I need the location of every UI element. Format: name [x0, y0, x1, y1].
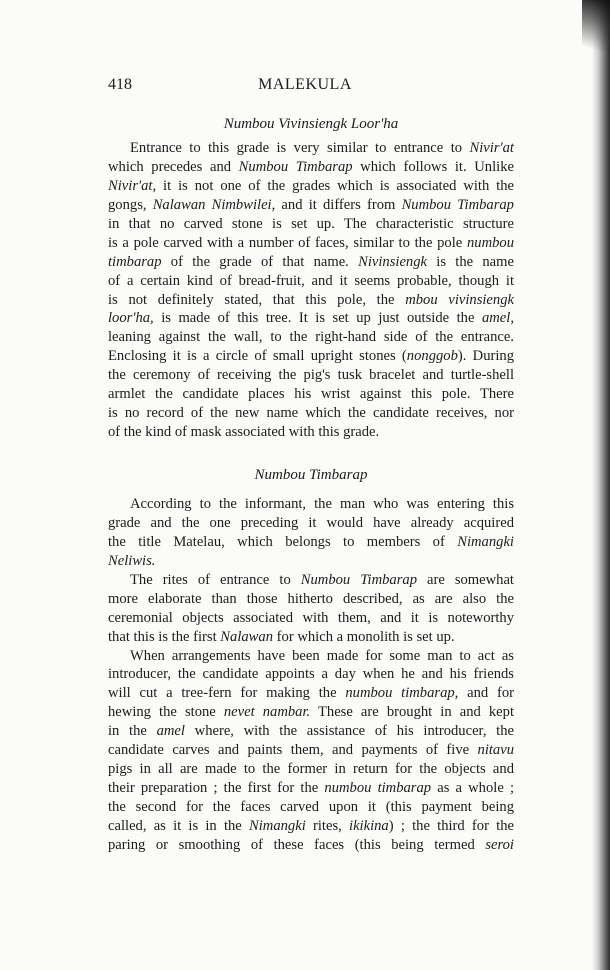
- text-run: ). During: [457, 348, 514, 365]
- text-line: [108, 215, 514, 234]
- text-run: These are brought in and kept: [310, 704, 515, 721]
- running-head: MALEKULA: [258, 76, 352, 93]
- section-heading-numbou-timbarap: Numbou Timbarap: [254, 467, 368, 483]
- italic-term: Nivir'at,: [108, 177, 157, 194]
- text-run: for which a monolith is set up.: [273, 628, 455, 645]
- text-line: [108, 609, 514, 628]
- text-line: [108, 366, 514, 385]
- italic-term: Nalawan: [220, 628, 274, 645]
- text-line: [108, 533, 514, 552]
- text-line: [108, 158, 514, 177]
- section-body-numbou-timbarap: [108, 495, 514, 855]
- text-line: [108, 703, 514, 722]
- text-run: candidate carves and paints them, and payments of five: [108, 742, 478, 759]
- text-run: leaning against the wall, to the right-hand side of the entrance.: [108, 329, 514, 346]
- page-number: 418: [108, 76, 132, 93]
- text-line: [108, 177, 514, 196]
- italic-term: nitavu: [477, 742, 514, 759]
- italic-term: nevet nambar.: [223, 704, 311, 721]
- text-run: paring or smoothing of these faces (this being termed: [108, 836, 486, 853]
- text-line: [108, 779, 514, 798]
- text-line: [108, 836, 514, 855]
- italic-term: Numbou Timbarap: [300, 571, 417, 588]
- text-run: grade and the one preceding it would have already acquired: [108, 514, 514, 531]
- text-line: [108, 684, 514, 703]
- italic-term: mbou vivinsiengk: [405, 291, 514, 308]
- italic-term: numbou timbarap,: [345, 685, 459, 702]
- italic-term: Neliwis.: [108, 552, 156, 569]
- text-run: The rites of entrance to: [130, 571, 301, 588]
- italic-term: Nimangki: [457, 533, 514, 550]
- text-run: that this is the first: [108, 628, 221, 645]
- section-body-numbou-vivinsiengk: [108, 139, 514, 442]
- text-line: [108, 328, 514, 347]
- text-run: rites,: [305, 817, 350, 834]
- text-run: is the name: [427, 253, 514, 270]
- text-line: [108, 817, 514, 836]
- text-run: is made of this tree. It is set up just outside the: [153, 310, 482, 327]
- text-run: Enclosing it is a circle of small upright stones (: [108, 348, 407, 365]
- text-run: gongs,: [108, 196, 153, 213]
- italic-term: amel: [156, 723, 185, 740]
- text-run: where, with the assistance of his introducer, the: [184, 723, 514, 740]
- text-line: [108, 272, 514, 291]
- text-line: [108, 404, 514, 423]
- text-line: [108, 798, 514, 817]
- text-run: the second for the faces carved upon it (this payment being: [108, 799, 514, 815]
- text-line: [108, 495, 514, 514]
- text-run: is a pole carved with a number of faces, similar to the pole: [108, 234, 467, 251]
- italic-term: Nivinsiengk: [358, 253, 427, 270]
- text-run: called, as it is in the: [108, 817, 250, 834]
- text-line: [108, 571, 514, 590]
- text-run: ) ; the third for the: [388, 817, 515, 834]
- scan-page-edge-shadow: [592, 0, 610, 970]
- text-line: [108, 647, 514, 666]
- text-line: [108, 552, 514, 571]
- text-run: When arrangements have been made for some man to act as: [130, 647, 514, 664]
- text-line: [108, 309, 514, 328]
- text-run: more elaborate than those hitherto described, as are also the: [108, 590, 514, 607]
- italic-term: amel,: [481, 310, 514, 327]
- italic-term: Numbou Timbarap: [401, 196, 514, 213]
- text-run: of the grade of that name.: [161, 253, 359, 270]
- text-run: introducer, the candidate appoints a day when he and his friends: [108, 666, 514, 683]
- text-line: [108, 514, 514, 533]
- text-run: the title Matelau, which belongs to members of: [108, 533, 458, 550]
- text-run: which precedes and: [108, 158, 239, 175]
- text-run: the ceremony of receiving the pig's tusk bracelet and turtle-shell: [108, 367, 514, 384]
- text-line: [108, 628, 514, 647]
- text-run: pigs in all are made to the former in return for the objects and: [108, 761, 514, 778]
- italic-term: Nalawan Nimbwilei,: [152, 196, 276, 213]
- italic-term: nonggob: [406, 348, 458, 365]
- text-run: is not definitely stated, that this pole, the: [108, 291, 406, 308]
- text-line: [108, 722, 514, 741]
- text-run: of a certain kind of bread-fruit, and it seems probable, though it: [108, 272, 514, 289]
- italic-term: ikikina: [349, 817, 389, 834]
- text-run: in that no carved stone is set up. The characteristic structure: [108, 215, 514, 232]
- text-line: [108, 665, 514, 684]
- italic-term: Nivir'at: [469, 140, 514, 156]
- text-line: [108, 347, 514, 366]
- text-line: [108, 590, 514, 609]
- section-heading-numbou-vivinsiengk: Numbou Vivinsiengk Loor'ha: [223, 116, 399, 132]
- text-line: [108, 196, 514, 215]
- italic-term: loor'ha,: [108, 310, 154, 327]
- italic-term: seroi: [485, 836, 514, 853]
- text-run: According to the informant, the man who was entering this: [130, 496, 514, 512]
- text-run: their preparation ; the first for the: [108, 780, 325, 797]
- italic-term: Nimangki: [249, 817, 306, 834]
- text-run: as a whole ;: [431, 780, 515, 797]
- italic-term: timbarap: [108, 253, 162, 270]
- text-run: in the: [108, 723, 157, 740]
- text-run: of the kind of mask associated with this grade.: [108, 424, 380, 441]
- text-line: [108, 291, 514, 310]
- text-run: it is not one of the grades which is associated with the: [156, 177, 514, 194]
- italic-term: numbou: [466, 234, 514, 251]
- text-run: which follows it. Unlike: [352, 158, 514, 175]
- text-run: armlet the candidate places his wrist against this pole. There: [108, 386, 514, 403]
- text-line: [108, 741, 514, 760]
- text-line: [108, 234, 514, 253]
- text-line: [108, 423, 514, 442]
- italic-term: Numbou Timbarap: [238, 158, 353, 175]
- text-run: hewing the stone: [108, 704, 224, 721]
- text-line: [108, 139, 514, 158]
- text-run: Entrance to this grade is very similar to entrance to: [130, 140, 470, 156]
- text-line: [108, 385, 514, 404]
- text-line: [108, 253, 514, 272]
- text-run: and it differs from: [275, 196, 402, 213]
- text-run: are somewhat: [417, 571, 514, 588]
- scan-corner-shadow: [582, 0, 610, 60]
- italic-term: numbou timbarap: [324, 780, 432, 797]
- text-run: is no record of the new name which the candidate receives, nor: [108, 405, 514, 422]
- text-run: and for: [458, 685, 514, 702]
- text-run: ceremonial objects associated with them, and it is noteworthy: [108, 609, 514, 626]
- text-run: will cut a tree-fern for making the: [108, 685, 346, 702]
- text-line: [108, 760, 514, 779]
